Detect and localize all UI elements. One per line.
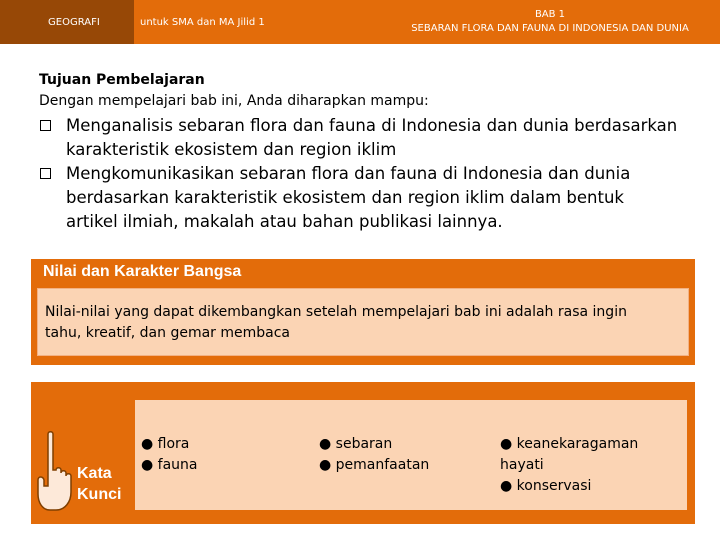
objective-text: Menganalisis sebaran flora dan fauna di Indonesia dan dunia berdasarkan karakteristik ekosistem dan region iklim: [66, 116, 678, 159]
kata-kunci-label: [77, 463, 121, 505]
keyword-item: ● pemanfaatan: [319, 457, 430, 473]
checkbox-bullet-icon: [40, 168, 51, 179]
keyword-column-2: [319, 434, 429, 476]
keyword-column-3: [500, 434, 638, 497]
objective-item: [39, 114, 679, 162]
chapter-number: BAB 1: [534, 9, 566, 20]
keyword-item: ● fauna: [141, 457, 198, 473]
keyword-item: ● sebaran: [319, 436, 393, 452]
keyword-item: ● keanekaragaman: [500, 436, 639, 452]
chapter-title: SEBARAN FLORA DAN FAUNA DI INDONESIA DAN DUNIA: [411, 23, 689, 34]
nilai-title: Nilai dan Karakter Bangsa: [43, 263, 242, 280]
keyword-column-1: [141, 434, 198, 476]
kata-label-line1: Kata: [77, 465, 112, 482]
objective-item: [39, 162, 679, 234]
objectives-list: [39, 114, 679, 234]
objectives-title: Tujuan Pembelajaran: [39, 72, 205, 88]
header-bar: [0, 0, 720, 44]
kata-label-line2: Kunci: [77, 486, 122, 503]
keyword-item: ● flora: [141, 436, 190, 452]
objective-text: Mengkomunikasikan sebaran flora dan fauna di Indonesia dan dunia berdasarkan karakteristik ekosistem dan region iklim dalam bentuk artikel ilmiah, makalah atau bahan publikasi lainnya.: [66, 164, 631, 231]
chapter-heading: [400, 8, 700, 36]
keyword-item: ● konservasi: [500, 478, 592, 494]
subject-label: GEOGRAFI: [48, 17, 100, 28]
keyword-item: hayati: [500, 457, 544, 473]
pointing-hand-icon: [34, 430, 78, 514]
objectives-intro: Dengan mempelajari bab ini, Anda diharapkan mampu:: [39, 93, 429, 109]
nilai-text: Nilai-nilai yang dapat dikembangkan setelah mempelajari bab ini adalah rasa ingin tahu, kreatif, dan gemar membaca: [45, 304, 627, 341]
book-title: untuk SMA dan MA Jilid 1: [140, 17, 265, 28]
checkbox-bullet-icon: [40, 120, 51, 131]
